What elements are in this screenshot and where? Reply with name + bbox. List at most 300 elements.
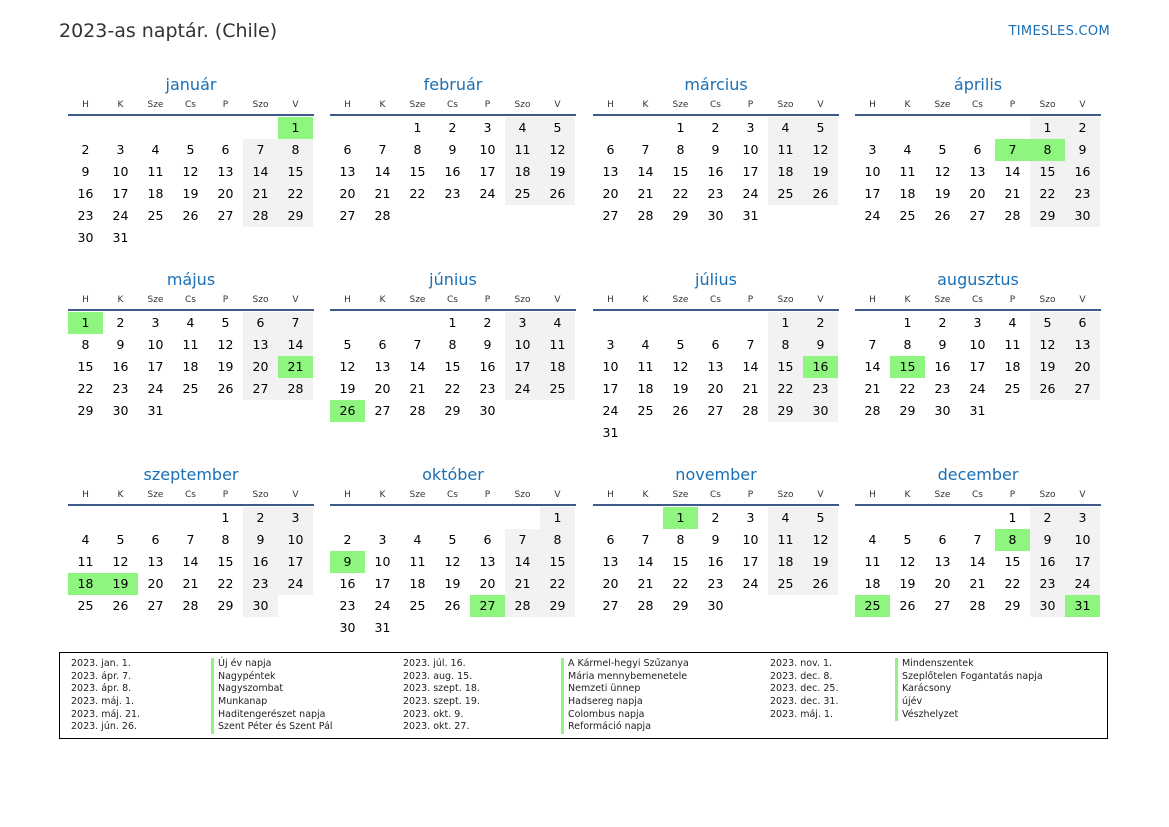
day-cell: 22	[672, 186, 689, 201]
weekday-label: V	[817, 490, 824, 500]
day-cell: 8	[81, 337, 90, 352]
weekday-header	[68, 486, 314, 506]
holiday-list	[59, 652, 1108, 739]
day-cell: 20	[969, 186, 986, 201]
day-cell: 20	[243, 356, 278, 378]
day-cell: 4	[81, 532, 90, 547]
day-cell: 30	[1065, 205, 1100, 227]
day-cell: 20	[217, 186, 234, 201]
day-cell: 24	[505, 378, 540, 400]
day-cell: 11	[182, 337, 199, 352]
holiday-date: 2023. nov. 1.	[770, 658, 833, 669]
weekday-header	[593, 291, 839, 311]
week-row	[330, 183, 576, 205]
week-row	[68, 356, 314, 378]
empty-day-cell	[995, 117, 1030, 139]
day-cell: 19	[444, 576, 461, 591]
weekday-label: P	[747, 295, 754, 305]
weekday-label: P	[484, 295, 491, 305]
empty-day-cell	[505, 400, 540, 422]
day-cell: 24	[147, 381, 164, 396]
day-cell: 5	[938, 142, 947, 157]
week-row	[68, 595, 314, 617]
day-cell: 5	[1030, 312, 1065, 334]
week-row	[855, 161, 1101, 183]
day-cell: 28	[505, 595, 540, 617]
empty-day-cell	[173, 117, 208, 139]
day-cell: 17	[969, 359, 986, 374]
day-cell: 6	[606, 142, 615, 157]
day-cell: 22	[444, 381, 461, 396]
day-cell: 2	[938, 315, 947, 330]
month-calendar	[68, 269, 314, 422]
weekday-label: K	[642, 100, 649, 110]
day-cell: 27	[602, 208, 619, 223]
holiday-name: Mindenszentek	[895, 658, 1043, 671]
empty-day-cell	[663, 422, 698, 444]
day-cell: 18	[182, 359, 199, 374]
empty-day-cell	[890, 507, 925, 529]
weekday-label: Cs	[972, 490, 983, 500]
day-cell: 2	[803, 312, 838, 334]
weekday-label: V	[1079, 100, 1086, 110]
week-row	[68, 312, 314, 334]
day-cell: 30	[1030, 595, 1065, 617]
day-cell: 20	[934, 576, 951, 591]
day-cell: 30	[77, 230, 94, 245]
month-calendar	[68, 464, 314, 617]
weekday-label: H	[82, 100, 89, 110]
day-cell: 27	[243, 378, 278, 400]
day-cell: 28	[637, 598, 654, 613]
empty-day-cell	[365, 507, 400, 529]
day-cell: 7	[868, 337, 877, 352]
weekday-label: V	[554, 490, 561, 500]
weekday-label: Sze	[409, 490, 426, 500]
week-row	[593, 356, 839, 378]
empty-day-cell	[925, 507, 960, 529]
weekday-label: P	[222, 490, 229, 500]
day-cell: 30	[707, 208, 724, 223]
page-title: 2023-as naptár. (Chile)	[59, 20, 278, 42]
day-cell: 31	[602, 425, 619, 440]
day-cell: 11	[147, 164, 164, 179]
day-cell: 11	[864, 554, 881, 569]
holiday-date: 2023. dec. 31.	[770, 696, 839, 708]
holiday-name-column	[561, 658, 689, 734]
day-cell: 10	[969, 337, 986, 352]
day-cell: 27	[602, 598, 619, 613]
day-cell: 12	[672, 359, 689, 374]
day-cell: 3	[116, 142, 125, 157]
day-cell: 15	[77, 359, 94, 374]
day-cell: 24	[602, 403, 619, 418]
weekday-label: V	[292, 490, 299, 500]
day-cell: 10	[278, 529, 313, 551]
day-cell: 26	[803, 573, 838, 595]
day-cell: 28	[1004, 208, 1021, 223]
day-cell: 15	[1004, 554, 1021, 569]
weekday-label: Cs	[710, 295, 721, 305]
day-cell: 30	[707, 598, 724, 613]
holiday-day-cell: 25	[855, 595, 890, 617]
week-row	[330, 205, 576, 227]
weekday-label: Szo	[252, 490, 269, 500]
empty-day-cell	[960, 507, 995, 529]
week-row	[68, 183, 314, 205]
month-name: február	[423, 75, 483, 94]
day-cell: 7	[378, 142, 387, 157]
month-name: július	[695, 270, 737, 289]
empty-day-cell	[435, 507, 470, 529]
weekday-label: V	[292, 100, 299, 110]
week-row	[68, 117, 314, 139]
weekday-label: Sze	[934, 490, 951, 500]
day-cell: 19	[1030, 356, 1065, 378]
holiday-day-cell: 8	[995, 529, 1030, 551]
empty-day-cell	[435, 205, 470, 227]
day-cell: 12	[899, 554, 916, 569]
holiday-date: 2023. aug. 15.	[403, 670, 473, 682]
weekday-label: H	[607, 490, 614, 500]
holiday-date: 2023. jún. 26.	[71, 721, 138, 733]
month-name: október	[422, 465, 484, 484]
empty-day-cell	[960, 117, 995, 139]
holiday-day-cell: 7	[995, 139, 1030, 161]
day-cell: 28	[742, 403, 759, 418]
week-row	[855, 529, 1101, 551]
day-cell: 15	[1030, 161, 1065, 183]
day-cell: 5	[221, 315, 230, 330]
holiday-day-cell: 16	[803, 356, 838, 378]
empty-day-cell	[470, 205, 505, 227]
day-cell: 14	[637, 164, 654, 179]
day-cell: 4	[641, 337, 650, 352]
day-cell: 4	[186, 315, 195, 330]
holiday-date: 2023. ápr. 7.	[71, 670, 132, 682]
week-row	[68, 227, 314, 249]
day-cell: 12	[803, 139, 838, 161]
weekday-label: Szo	[514, 100, 531, 110]
weekday-label: K	[117, 490, 124, 500]
weekday-label: Sze	[934, 100, 951, 110]
day-cell: 3	[1065, 507, 1100, 529]
day-cell: 13	[1065, 334, 1100, 356]
day-cell: 14	[864, 359, 881, 374]
month-calendar	[593, 74, 839, 227]
day-cell: 10	[374, 554, 391, 569]
holiday-day-cell: 1	[278, 117, 313, 139]
day-cell: 28	[182, 598, 199, 613]
week-row	[593, 161, 839, 183]
day-cell: 8	[278, 139, 313, 161]
week-row	[855, 312, 1101, 334]
week-row	[593, 183, 839, 205]
day-cell: 14	[505, 551, 540, 573]
weekday-label: Sze	[409, 100, 426, 110]
day-cell: 20	[602, 576, 619, 591]
holiday-name: Haditengerészet napja	[211, 709, 333, 722]
weekday-label: V	[554, 295, 561, 305]
day-cell: 6	[483, 532, 492, 547]
day-cell: 13	[217, 164, 234, 179]
day-cell: 9	[803, 334, 838, 356]
weekday-header	[330, 486, 576, 506]
day-cell: 12	[444, 554, 461, 569]
empty-day-cell	[855, 312, 890, 334]
month-calendar	[330, 269, 576, 422]
empty-day-cell	[400, 507, 435, 529]
weekday-label: Szo	[1039, 100, 1056, 110]
day-cell: 9	[938, 337, 947, 352]
day-cell: 24	[969, 381, 986, 396]
week-row	[68, 139, 314, 161]
weekday-label: P	[1009, 295, 1016, 305]
empty-day-cell	[733, 312, 768, 334]
day-cell: 3	[483, 120, 492, 135]
day-cell: 30	[803, 400, 838, 422]
day-cell: 7	[413, 337, 422, 352]
weekday-label: H	[82, 490, 89, 500]
week-row	[593, 378, 839, 400]
holiday-name: Munkanap	[211, 696, 333, 709]
day-cell: 10	[1065, 529, 1100, 551]
day-cell: 28	[637, 208, 654, 223]
weekday-label: K	[642, 295, 649, 305]
day-cell: 4	[868, 532, 877, 547]
month-calendar	[593, 464, 839, 617]
day-cell: 4	[151, 142, 160, 157]
empty-day-cell	[208, 227, 243, 249]
brand-link[interactable]: TIMESLES.COM	[1008, 24, 1110, 39]
empty-day-cell	[400, 312, 435, 334]
day-cell: 15	[217, 554, 234, 569]
day-cell: 12	[182, 164, 199, 179]
week-row	[68, 205, 314, 227]
weekday-header	[593, 486, 839, 506]
day-cell: 5	[343, 337, 352, 352]
day-cell: 10	[864, 164, 881, 179]
day-cell: 27	[217, 208, 234, 223]
day-cell: 26	[112, 598, 129, 613]
weekday-label: Cs	[447, 100, 458, 110]
day-cell: 24	[112, 208, 129, 223]
day-cell: 1	[221, 510, 230, 525]
empty-day-cell	[698, 422, 733, 444]
week-row	[855, 573, 1101, 595]
day-cell: 22	[768, 378, 803, 400]
day-cell: 26	[899, 598, 916, 613]
day-cell: 13	[707, 359, 724, 374]
day-cell: 2	[116, 315, 125, 330]
empty-day-cell	[138, 117, 173, 139]
weekday-label: Cs	[972, 100, 983, 110]
day-cell: 19	[182, 186, 199, 201]
day-cell: 21	[637, 186, 654, 201]
weekday-label: Sze	[147, 100, 164, 110]
day-cell: 3	[151, 315, 160, 330]
empty-day-cell	[890, 117, 925, 139]
week-row	[330, 507, 576, 529]
day-cell: 18	[768, 161, 803, 183]
day-cell: 14	[409, 359, 426, 374]
day-cell: 12	[217, 337, 234, 352]
holiday-date: 2023. ápr. 8.	[71, 683, 132, 695]
day-cell: 30	[243, 595, 278, 617]
week-row	[68, 551, 314, 573]
empty-day-cell	[330, 312, 365, 334]
month-calendar	[593, 269, 839, 444]
day-cell: 16	[1065, 161, 1100, 183]
day-cell: 8	[903, 337, 912, 352]
empty-day-cell	[540, 205, 575, 227]
day-cell: 14	[637, 554, 654, 569]
day-cell: 27	[707, 403, 724, 418]
holiday-date: 2023. dec. 8.	[770, 670, 833, 682]
empty-day-cell	[803, 595, 838, 617]
day-cell: 13	[339, 164, 356, 179]
day-cell: 20	[339, 186, 356, 201]
holiday-name: Hadsereg napja	[561, 696, 689, 709]
day-cell: 16	[1030, 551, 1065, 573]
day-cell: 11	[637, 359, 654, 374]
day-cell: 31	[969, 403, 986, 418]
empty-day-cell	[470, 507, 505, 529]
week-row	[330, 139, 576, 161]
weekday-header	[330, 96, 576, 116]
weekday-label: H	[344, 490, 351, 500]
empty-day-cell	[243, 227, 278, 249]
month-name: január	[165, 75, 217, 94]
day-cell: 4	[903, 142, 912, 157]
day-cell: 22	[278, 183, 313, 205]
day-cell: 14	[182, 554, 199, 569]
day-cell: 29	[672, 208, 689, 223]
week-row	[68, 400, 314, 422]
week-row	[330, 378, 576, 400]
day-cell: 30	[934, 403, 951, 418]
day-cell: 23	[77, 208, 94, 223]
holiday-name: Karácsony	[895, 683, 1043, 696]
week-row	[593, 312, 839, 334]
day-cell: 9	[711, 532, 720, 547]
empty-day-cell	[278, 400, 313, 422]
day-cell: 16	[444, 164, 461, 179]
day-cell: 27	[1065, 378, 1100, 400]
weekday-label: K	[642, 490, 649, 500]
day-cell: 26	[540, 183, 575, 205]
weekday-label: Sze	[672, 490, 689, 500]
day-cell: 19	[899, 576, 916, 591]
day-cell: 7	[973, 532, 982, 547]
day-cell: 8	[676, 532, 685, 547]
day-cell: 17	[278, 551, 313, 573]
holiday-date: 2023. máj. 1.	[770, 708, 834, 720]
day-cell: 7	[641, 532, 650, 547]
day-cell: 16	[479, 359, 496, 374]
day-cell: 27	[147, 598, 164, 613]
day-cell: 6	[606, 532, 615, 547]
weekday-label: Cs	[447, 295, 458, 305]
day-cell: 20	[1065, 356, 1100, 378]
day-cell: 25	[182, 381, 199, 396]
day-cell: 12	[112, 554, 129, 569]
week-row	[68, 334, 314, 356]
day-cell: 25	[899, 208, 916, 223]
day-cell: 25	[505, 183, 540, 205]
weekday-label: K	[117, 295, 124, 305]
day-cell: 22	[540, 573, 575, 595]
weekday-label: V	[554, 100, 561, 110]
day-cell: 26	[803, 183, 838, 205]
day-cell: 15	[672, 554, 689, 569]
day-cell: 10	[742, 142, 759, 157]
day-cell: 25	[409, 598, 426, 613]
day-cell: 10	[602, 359, 619, 374]
empty-day-cell	[173, 227, 208, 249]
day-cell: 27	[339, 208, 356, 223]
weekday-header	[68, 96, 314, 116]
day-cell: 31	[147, 403, 164, 418]
holiday-date: 2023. szept. 18.	[403, 683, 480, 695]
day-cell: 28	[243, 205, 278, 227]
weekday-label: Szo	[1039, 490, 1056, 500]
weekday-label: Szo	[777, 490, 794, 500]
day-cell: 9	[116, 337, 125, 352]
weekday-label: Szo	[777, 100, 794, 110]
day-cell: 15	[444, 359, 461, 374]
weekday-label: K	[379, 490, 386, 500]
empty-day-cell	[278, 595, 313, 617]
weekday-header	[855, 486, 1101, 506]
day-cell: 25	[768, 573, 803, 595]
day-cell: 16	[339, 576, 356, 591]
day-cell: 16	[707, 164, 724, 179]
day-cell: 10	[112, 164, 129, 179]
day-cell: 9	[711, 142, 720, 157]
holiday-name: Nagypéntek	[211, 671, 333, 684]
day-cell: 23	[479, 381, 496, 396]
day-cell: 17	[864, 186, 881, 201]
empty-day-cell	[173, 400, 208, 422]
day-cell: 31	[374, 620, 391, 635]
empty-day-cell	[68, 507, 103, 529]
week-row	[330, 117, 576, 139]
weekday-header	[855, 291, 1101, 311]
week-row	[593, 573, 839, 595]
day-cell: 27	[969, 208, 986, 223]
day-cell: 25	[1004, 381, 1021, 396]
day-cell: 31	[112, 230, 129, 245]
day-cell: 9	[483, 337, 492, 352]
month-name: június	[429, 270, 477, 289]
holiday-name: Nagyszombat	[211, 683, 333, 696]
day-cell: 22	[672, 576, 689, 591]
day-cell: 23	[707, 576, 724, 591]
day-cell: 18	[899, 186, 916, 201]
day-cell: 24	[864, 208, 881, 223]
day-cell: 11	[768, 529, 803, 551]
day-cell: 11	[1004, 337, 1021, 352]
day-cell: 7	[746, 337, 755, 352]
day-cell: 30	[479, 403, 496, 418]
weekday-label: P	[1009, 490, 1016, 500]
day-cell: 22	[1004, 576, 1021, 591]
empty-day-cell	[733, 422, 768, 444]
day-cell: 15	[768, 356, 803, 378]
holiday-day-cell: 31	[1065, 595, 1100, 617]
empty-day-cell	[768, 205, 803, 227]
